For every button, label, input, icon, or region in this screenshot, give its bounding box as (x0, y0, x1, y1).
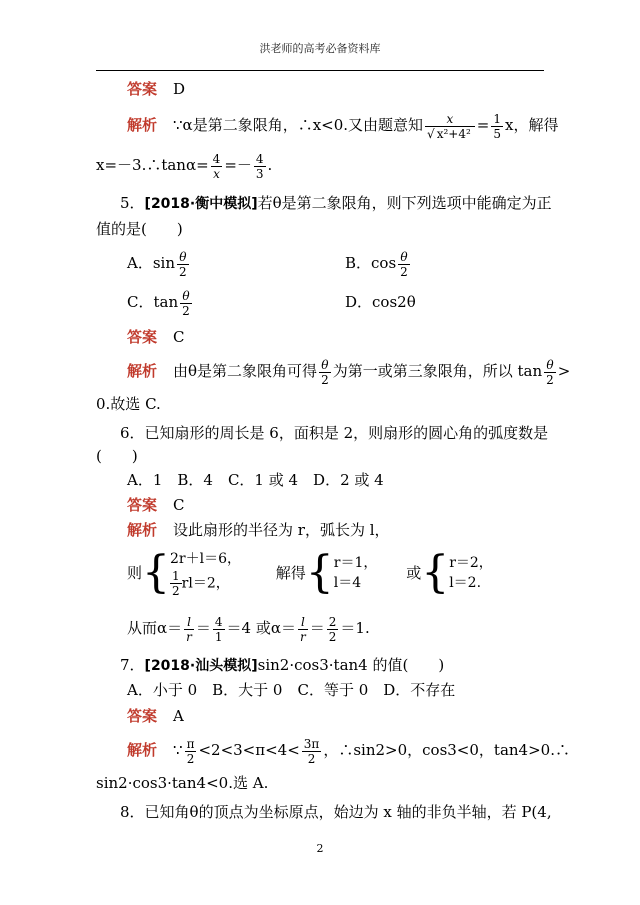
q4-fraction-1: $\frac{x}{\text{√ x²+4²}}$ (425, 112, 475, 141)
q7-stem: 7．[2018·汕头模拟]sin2·cos3·tan4 的值( ) (120, 656, 445, 674)
q6-options: A．1 B．4 C．1 或 4 D．2 或 4 (127, 471, 384, 489)
q7-source: [2018·汕头模拟] (144, 658, 258, 674)
q6-stem-line-2: ( ) (96, 447, 138, 465)
q4-fraction-4: $\frac{4}{3}$ (255, 151, 264, 181)
analysis-label: 解析 (127, 116, 158, 134)
q6-system-2: r＝1， l＝4 (333, 555, 378, 591)
q5-stem-line-1: 5．[2018·衡中模拟]若θ是第二象限角，则下列选项中能确定为正 (120, 194, 552, 212)
q6-system-1: 2r＋l＝6， $\frac{1}{2}$ rl＝2， (170, 550, 241, 598)
page-number: 2 (316, 842, 324, 855)
q6-conclusion: 从而α＝ $\frac{l}{r}$ ＝ $\frac{4}{1}$ ＝4 或α＝ $\frac{l}{r}$ ＝ $\frac{2}{2}$ ＝1. (127, 614, 370, 644)
q5-answer: C (173, 328, 185, 346)
q5-option-d: D．cos2θ (345, 293, 416, 311)
q4-fraction-3: $\frac{4}{x}$ (212, 151, 221, 181)
q5-analysis-line: 解析 由θ是第二象限角可得 $\frac{\theta}{2}$ 为第一或第三象限角，所以 tan $\frac{\theta}{2}$ > (127, 357, 571, 387)
q5-option-c: C．tan $\frac{\theta}{2}$ (127, 288, 190, 318)
q4-fraction-2: $\frac{1}{5}$ (493, 111, 501, 141)
q4-analysis-line: 解析 ∵α是第二象限角，∴x<0.又由题意知 $\frac{x}{\text{√ x²+4²}}$ = $\frac{1}{5}$ x，解得 (127, 111, 559, 141)
q7-answer: A (173, 707, 184, 725)
q4-answer-line (127, 79, 185, 99)
q5-source: [2018·衡中模拟] (144, 196, 258, 212)
q4-analysis-line-2: x=－3.∴tanα= $\frac{4}{x}$ =－ $\frac{4}{3}$ . (96, 151, 273, 181)
q5-analysis-line-2: 0.故选 C. (96, 395, 161, 413)
q7-answer-line: 答案 A (127, 707, 184, 725)
q7-analysis-line-2: sin2·cos3·tan4<0.选 A. (96, 774, 269, 792)
q5-option-b: B．cos $\frac{\theta}{2}$ (345, 249, 408, 279)
q6-analysis-line: 解析 设此扇形的半径为 r，弧长为 l， (127, 521, 390, 539)
q7-options: A．小于 0 B．大于 0 C．等于 0 D．不存在 (127, 681, 456, 699)
q7-analysis-line: 解析 ∵ $\frac{\pi}{2}$ <2<3<π<4< $\frac{3\pi}{2}$ ，∴sin2>0，cos3<0，tan4>0.∴ (127, 736, 570, 766)
header-rule (96, 70, 544, 71)
q4-answer: D (173, 80, 186, 98)
q6-answer-line: 答案 C (127, 496, 185, 514)
q6-system-3: r＝2， l＝2. (449, 555, 493, 591)
answer-label: 答案 (127, 80, 158, 98)
page-header: 洪老师的高考必备资料库 (259, 42, 381, 55)
q6-stem-line-1: 6．已知扇形的周长是 6，面积是 2，则扇形的圆心角的弧度数是 (120, 424, 549, 442)
q5-option-a: A．sin $\frac{\theta}{2}$ (127, 249, 187, 279)
q5-answer-line: 答案 C (127, 328, 185, 346)
q6-equation-systems: 则{ 2r＋l＝6， $\frac{1}{2}$ rl＝2， 解得{ r＝1， l＝4 或{ r＝2， l＝2. (127, 547, 493, 598)
q8-stem: 8．已知角θ的顶点为坐标原点，始边为 x 轴的非负半轴，若 P(4, (120, 803, 552, 821)
q5-stem-line-2: 值的是( ) (96, 220, 183, 238)
q6-answer: C (173, 496, 185, 514)
